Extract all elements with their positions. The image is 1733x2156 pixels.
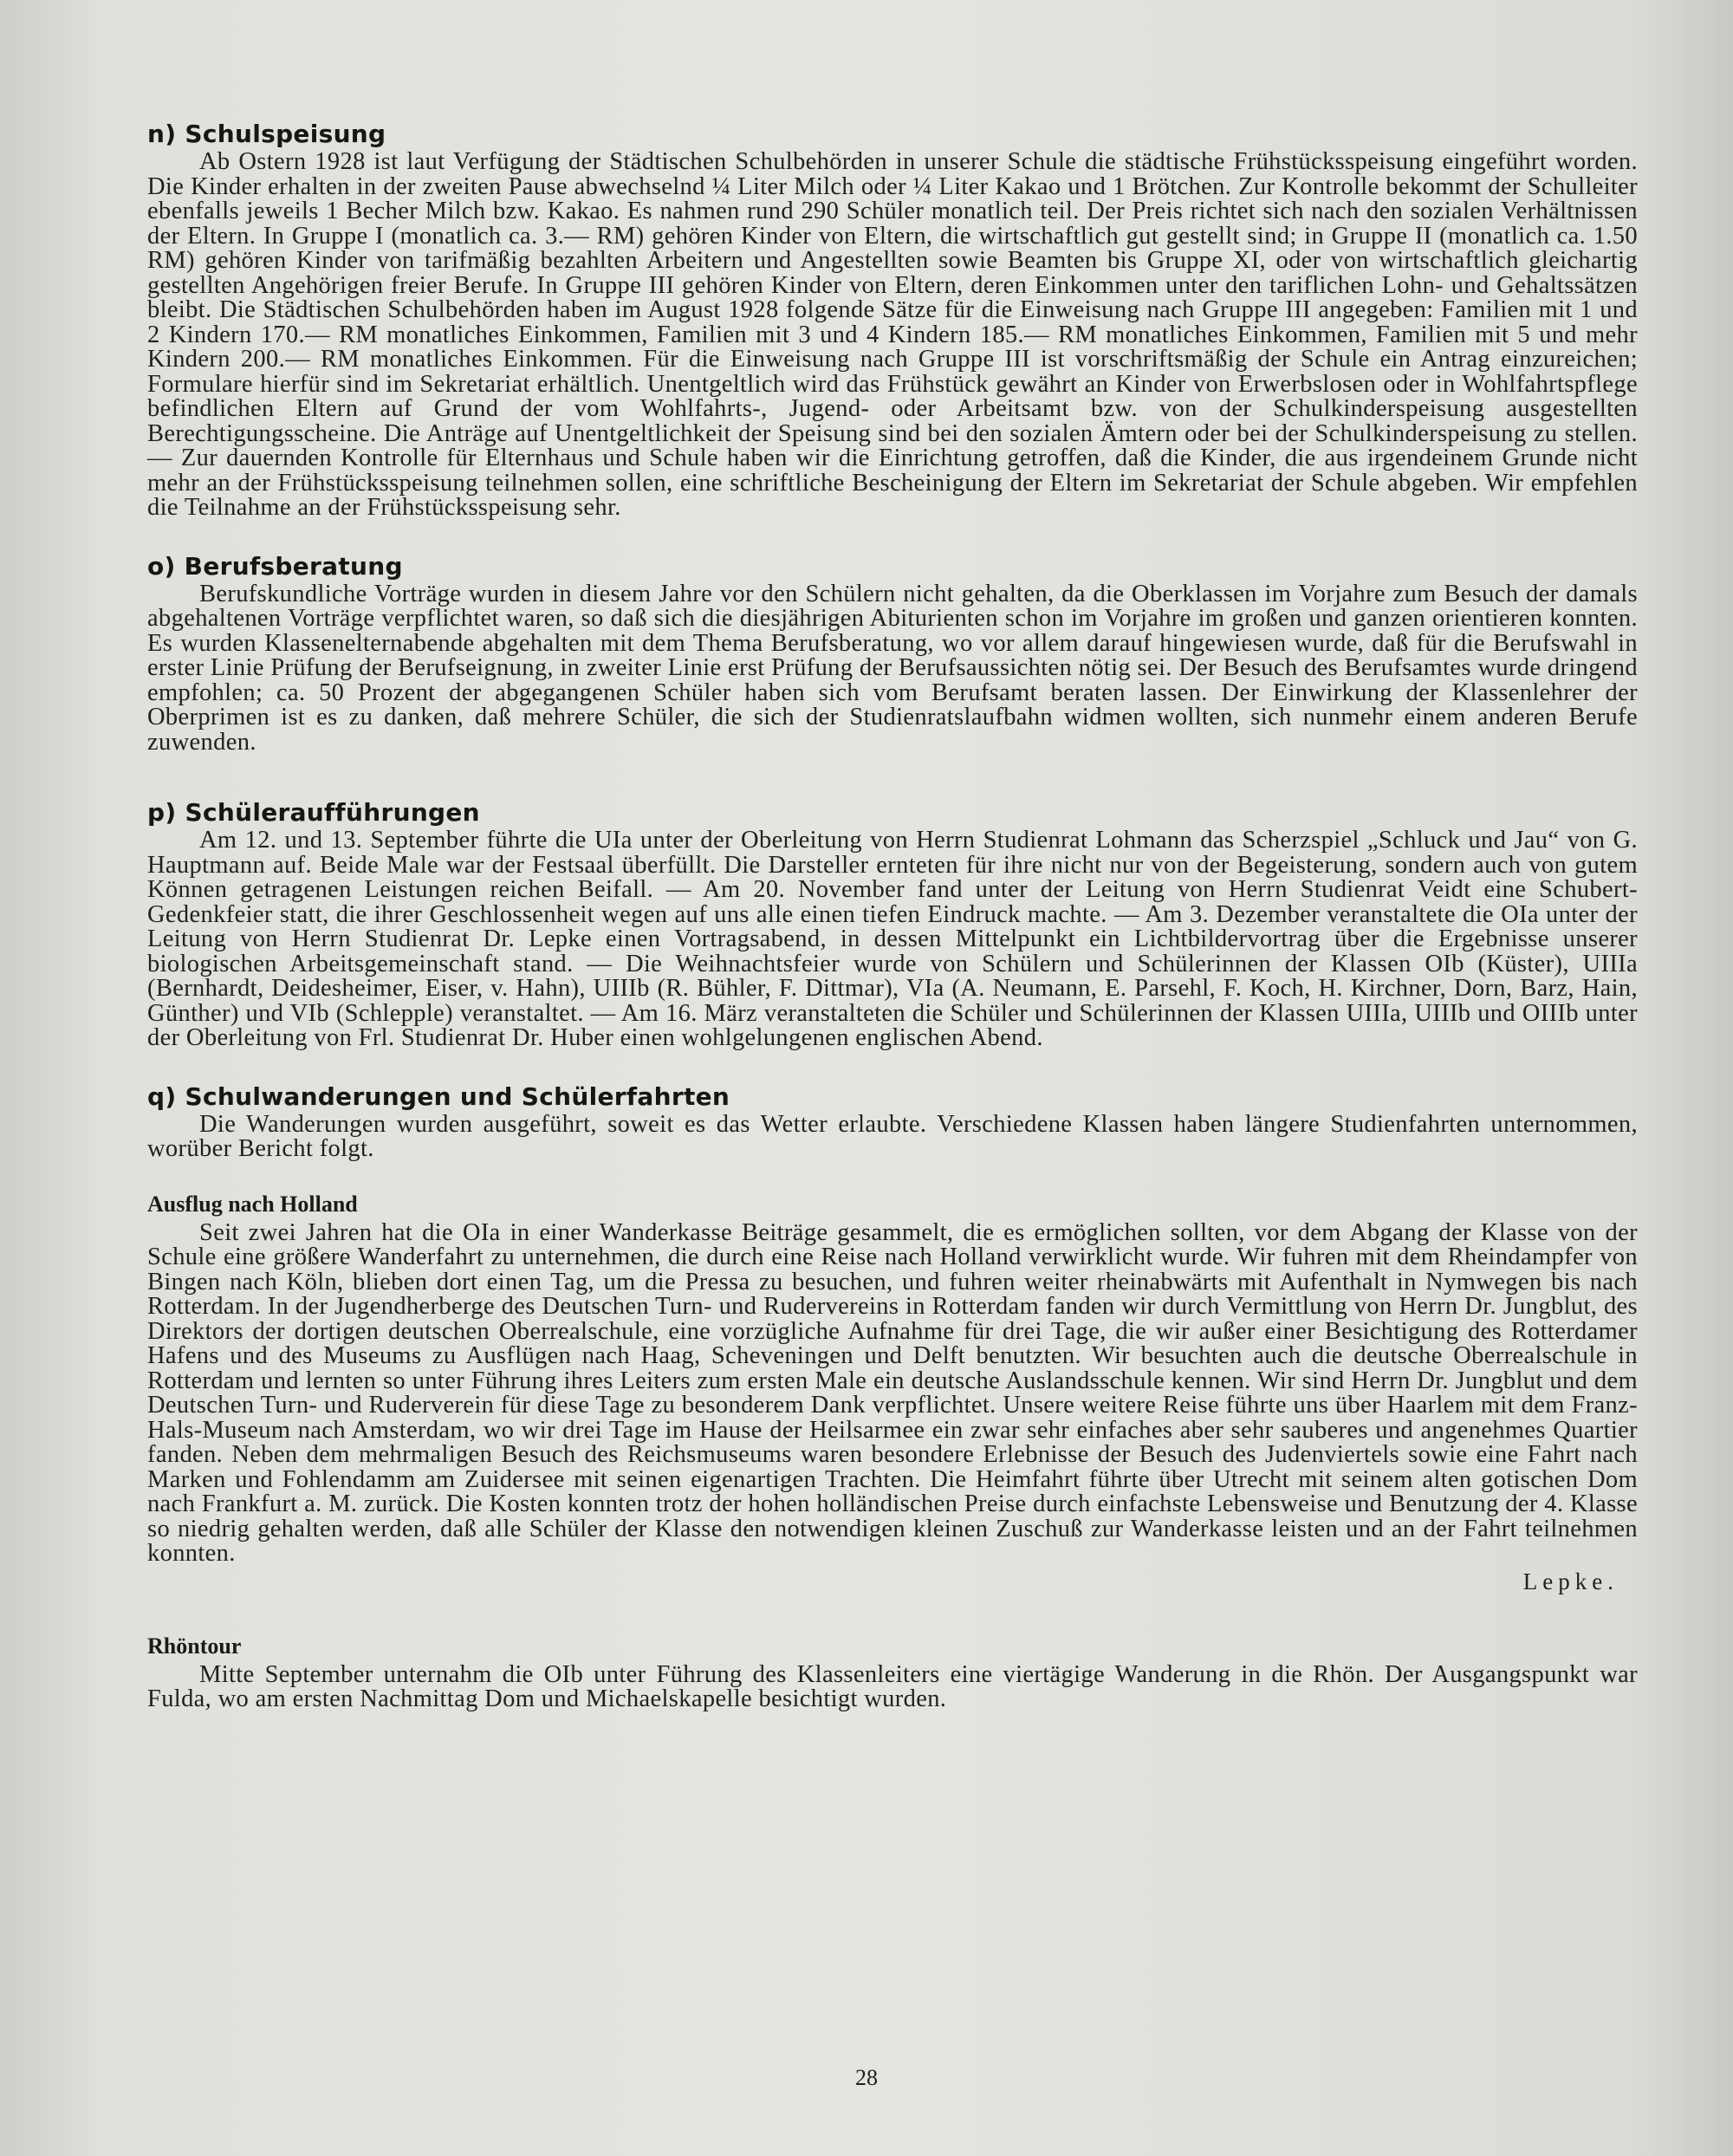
section-schulwanderungen [147,1082,1638,1162]
subsection-paragraph: Seit zwei Jahren hat die OIa in einer Wanderkasse Beiträge gesammelt, die es ermöglichen sollten, vor dem Abgang der Klasse von der Schule eine größere Wanderfahrt zu unternehmen, die durch eine Reise nach Holland verwirklicht wurde. Wir fuhren mit dem Rheindampfer von Bingen nach Köln, blieben dort einen Tag, um die Pressa zu besuchen, und fuhren weiter rheinabwärts mit Aufenthalt in Nymwegen bis nach Rotterdam. In der Jugendherberge des Deutschen Turn- und Rudervereins in Rotterdam fanden wir durch Vermittlung von Herrn Dr. Jungblut, des Direktors der dortigen deutschen Oberrealschule, eine vorzügliche Aufnahme für drei Tage, die wir außer einer Besichtigung des Rotterdamer Hafens und des Museums zu Ausflügen nach Haag, Scheveningen und Delft benutzten. Wir besuchten auch die deutsche Oberrealschule in Rotterdam und lernten so unter Führung ihres Leiters zum ersten Male ein deutsche Auslandsschule kennen. Wir sind Herrn Dr. Jungblut und dem Deutschen Turn- und Ruderverein für diese Tage zu besonderem Dank verpflichtet. Unsere weitere Reise führte uns über Haarlem mit dem Franz-Hals-Museum nach Amsterdam, wo wir drei Tage im Hause der Heilsarmee ein zwar sehr einfaches aber sehr sauberes und angenehmes Quartier fanden. Neben dem mehrmaligen Besuch des Reichsmuseums waren besondere Erlebnisse der Besuch des Judenviertels sowie eine Fahrt nach Marken und Fohlendamm am Zuidersee mit seinen eigenartigen Trachten. Die Heimfahrt führte über Utrecht mit seinem alten gotischen Dom nach Frankfurt a. M. zurück. Die Kosten konnten trotz der hohen holländischen Preise durch einfachste Lebensweise und Benutzung der 4. Klasse so niedrig gehalten werden, daß alle Schüler der Klasse den notwendigen kleinen Zuschuß zur Wanderkasse leisten und an der Fahrt teilnehmen konnten. [147,1218,1638,1567]
section-berufsberatung [147,552,1638,756]
subsection-paragraph: Mitte September unternahm die OIb unter Führung des Klassenleiters eine viertägige Wanderung in die Rhön. Der Ausgangspunkt war Fulda, wo am ersten Nachmittag Dom und Michaelskapelle besichtigt wurden. [147,1660,1638,1712]
author-signature: Lepke. [1522,1568,1619,1594]
section-heading: p) Schüleraufführungen [147,798,480,827]
section-heading: q) Schulwanderungen und Schülerfahrten [147,1081,730,1111]
section-paragraph: Am 12. und 13. September führte die UIa unter der Oberleitung von Herrn Studienrat Lohmann das Scherzspiel „Schluck und Jau“ von G. Hauptmann auf. Beide Male war der Festsaal überfüllt. Die Darsteller ernteten für ihre nicht nur von der Begeisterung, sondern auch von gutem Können getragenen Leistungen reichen Beifall. — Am 20. November fand unter der Leitung von Herrn Studienrat Veidt eine Schubert-Gedenkfeier statt, die ihrer Geschlossenheit wegen auf uns alle einen tiefen Eindruck machte. — Am 3. Dezember veranstaltete die OIa unter der Leitung von Herrn Studienrat Dr. Lepke einen Vortragsabend, in dessen Mittelpunkt ein Lichtbildervortrag über die Ergebnisse unserer biologischen Arbeitsgemeinschaft stand. — Die Weihnachtsfeier wurde von Schülern und Schülerinnen der Klassen OIb (Küster), UIIIa (Bernhardt, Deidesheimer, Eiser, v. Hahn), UIIIb (R. Bühler, F. Dittmar), VIa (A. Neumann, E. Parsehl, F. Koch, H. Kirchner, Dorn, Barz, Hain, Günther) und VIb (Schlepple) veranstaltet. — Am 16. März veranstalteten die Schüler und Schülerinnen der Klassen UIIIa, UIIIb und OIIIb unter der Oberleitung von Frl. Studienrat Dr. Huber einen wohlgelungenen englischen Abend. [147,827,1638,1051]
section-paragraph: Berufskundliche Vorträge wurden in diesem Jahre vor den Schülern nicht gehalten, da die Oberklassen im Vorjahre zum Besuch der damals abgehaltenen Vorträge verpflichtet waren, so daß sich die diesjährigen Abiturienten schon im Vorjahre im großen und ganzen orientieren konnten. Es wurden Klassenelternabende abgehalten mit dem Thema Berufsberatung, wo vor allem darauf hingewiesen wurde, daß für die Berufswahl in erster Linie Prüfung der Berufseignung, in zweiter Linie erst Prüfung der Berufsaussichten nötig sei. Der Besuch des Berufsamtes wurde dringend empfohlen; ca. 50 Prozent der abgegangenen Schüler haben sich vom Berufsamt beraten lassen. Der Einwirkung der Klassenlehrer der Oberprimen ist es zu danken, daß mehrere Schüler, die sich der Studienratslaufbahn widmen wollten, sich nunmehr einem anderen Berufe zuwenden. [147,580,1638,756]
section-schuelerauffuehrungen [147,798,1638,1051]
subsection-heading: Rhöntour [147,1633,242,1659]
page-content [147,120,1638,1750]
subsection-ausflug-holland [147,1192,1638,1595]
section-heading: o) Berufsberatung [147,551,403,581]
section-paragraph: Die Wanderungen wurden ausgeführt, soweit es das Wetter erlaubte. Verschiedene Klassen haben längere Studienfahrten unternommen, worüber Bericht folgt. [147,1110,1638,1162]
subsection-heading: Ausflug nach Holland [147,1191,358,1217]
section-heading: n) Schulspeisung [147,120,386,148]
section-schulspeisung [147,120,1638,521]
page-number: 28 [855,2065,878,2090]
section-paragraph: Ab Ostern 1928 ist laut Verfügung der Städtischen Schulbehörden in unserer Schule die städtische Frühstücksspeisung eingeführt worden. Die Kinder erhalten in der zweiten Pause abwechselnd ¼ Liter Milch oder ¼ Liter Kakao und 1 Brötchen. Zur Kontrolle bekommt der Schulleiter ebenfalls jeweils 1 Becher Milch bzw. Kakao. Es nahmen rund 290 Schüler monatlich teil. Der Preis richtet sich nach den sozialen Verhältnissen der Eltern. In Gruppe I (monatlich ca. 3.— RM) gehören Kinder von Eltern, die wirtschaftlich gut gestellt sind; in Gruppe II (monatlich ca. 1.50 RM) gehören Kinder von tarifmäßig bezahlten Arbeitern und Angestellten sowie Beamten bis Gruppe XI, oder von wirtschaftlich gleichartig gestellten Angehörigen freier Berufe. In Gruppe III gehören Kinder von Eltern, deren Einkommen unter den tariflichen Lohn- und Gehaltssätzen bleibt. Die Städtischen Schulbehörden haben im August 1928 folgende Sätze für die Einweisung nach Gruppe III angegeben: Familien mit 1 und 2 Kindern 170.— RM monatliches Einkommen, Familien mit 3 und 4 Kindern 185.— RM monatliches Einkommen, Familien mit 5 und mehr Kindern 200.— RM monatliches Einkommen. Für die Einweisung nach Gruppe III ist vorschriftsmäßig der Schule ein Antrag einzureichen; Formulare hierfür sind im Sekretariat erhältlich. Unentgeltlich wird das Frühstück gewährt an Kinder von Erwerbslosen oder in Wohlfahrtspflege befindlichen Eltern auf Grund der vom Wohlfahrts-, Jugend- oder Arbeitsamt bzw. von der Schulkinderspeisung ausgestellten Berechtigungsscheine. Die Anträge auf Unentgeltlichkeit der Speisung sind bei den sozialen Ämtern oder bei der Schulkinderspeisung zu stellen. — Zur dauernden Kontrolle für Elternhaus und Schule haben wir die Einrichtung getroffen, daß die Kinder, die aus irgendeinem Grunde nicht mehr an der Frühstücksspeisung teilnehmen sollen, eine schriftliche Bescheinigung der Eltern im Sekretariat der Schule abgeben. Wir empfehlen die Teilnahme an der Frühstücksspeisung sehr. [147,148,1638,521]
subsection-rhoentour [147,1633,1638,1712]
